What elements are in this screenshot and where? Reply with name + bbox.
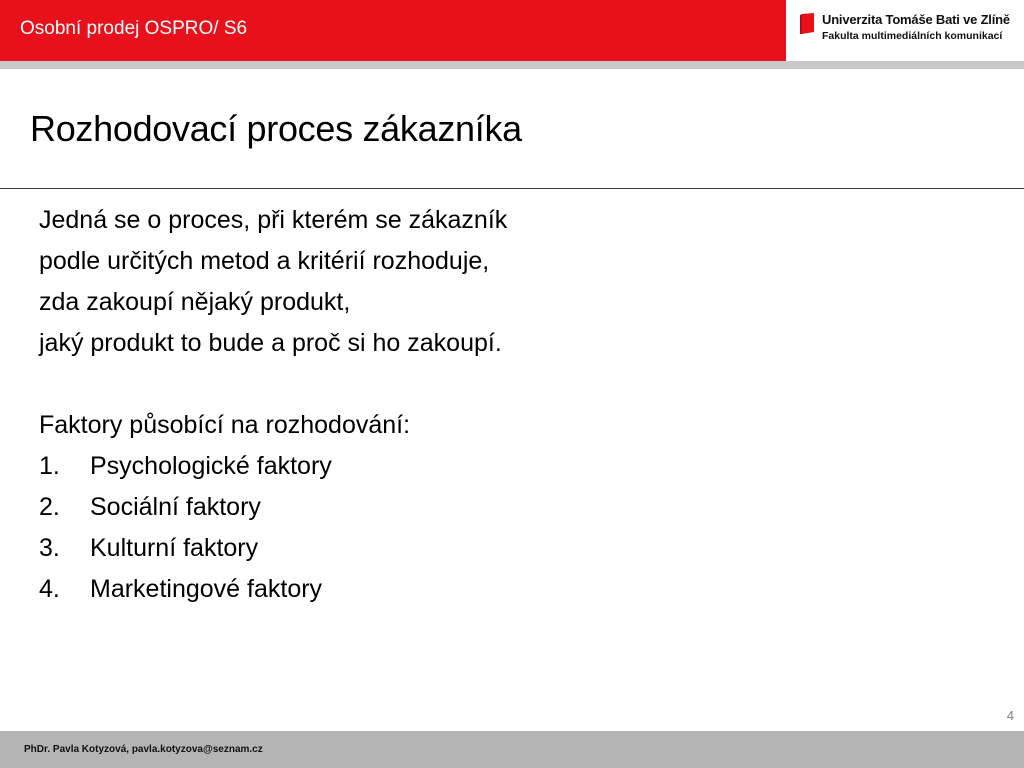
logo-university-name: Univerzita Tomáše Bati ve Zlíně [822, 12, 1010, 27]
paragraph-line: jaký produkt to bude a proč si ho zakoupí. [39, 329, 502, 357]
list-label: Marketingové faktory [90, 575, 323, 603]
list-item [39, 487, 739, 528]
paragraph-line: podle určitých metod a kritérií rozhoduje, [39, 247, 490, 275]
list-label: Sociální faktory [90, 493, 261, 521]
logo-faculty-name: Fakulta multimediálních komunikací [822, 30, 1003, 42]
factors-heading: Faktory působící na rozhodování: [39, 411, 411, 439]
paragraph-line: zda zakoupí nějaký produkt, [39, 288, 351, 316]
list-item [39, 528, 739, 569]
university-logo [786, 0, 1024, 61]
slide-title: Rozhodovací proces zákazníka [30, 108, 522, 149]
page-number: 4 [1006, 708, 1014, 723]
course-title: Osobní prodej OSPRO/ S6 [20, 18, 248, 39]
paragraph-line: Jedná se o proces, při kterém se zákazník [39, 206, 508, 234]
paragraph-gap [39, 364, 739, 405]
list-item [39, 446, 739, 487]
list-number: 4. [39, 575, 60, 603]
utb-book-logo-icon [800, 13, 816, 35]
list-item [39, 569, 739, 610]
header-bar [0, 0, 786, 61]
header-divider-band [0, 61, 1024, 69]
footer-author: PhDr. Pavla Kotyzová, pavla.kotyzova@seznam.cz [24, 744, 263, 755]
list-label: Kulturní faktory [90, 534, 259, 562]
list-label: Psychologické faktory [90, 452, 332, 480]
title-divider [0, 188, 1024, 189]
slide-body [39, 200, 739, 610]
list-number: 2. [39, 493, 60, 521]
list-number: 3. [39, 534, 60, 562]
list-number: 1. [39, 452, 60, 480]
footer-bar [0, 731, 1024, 768]
